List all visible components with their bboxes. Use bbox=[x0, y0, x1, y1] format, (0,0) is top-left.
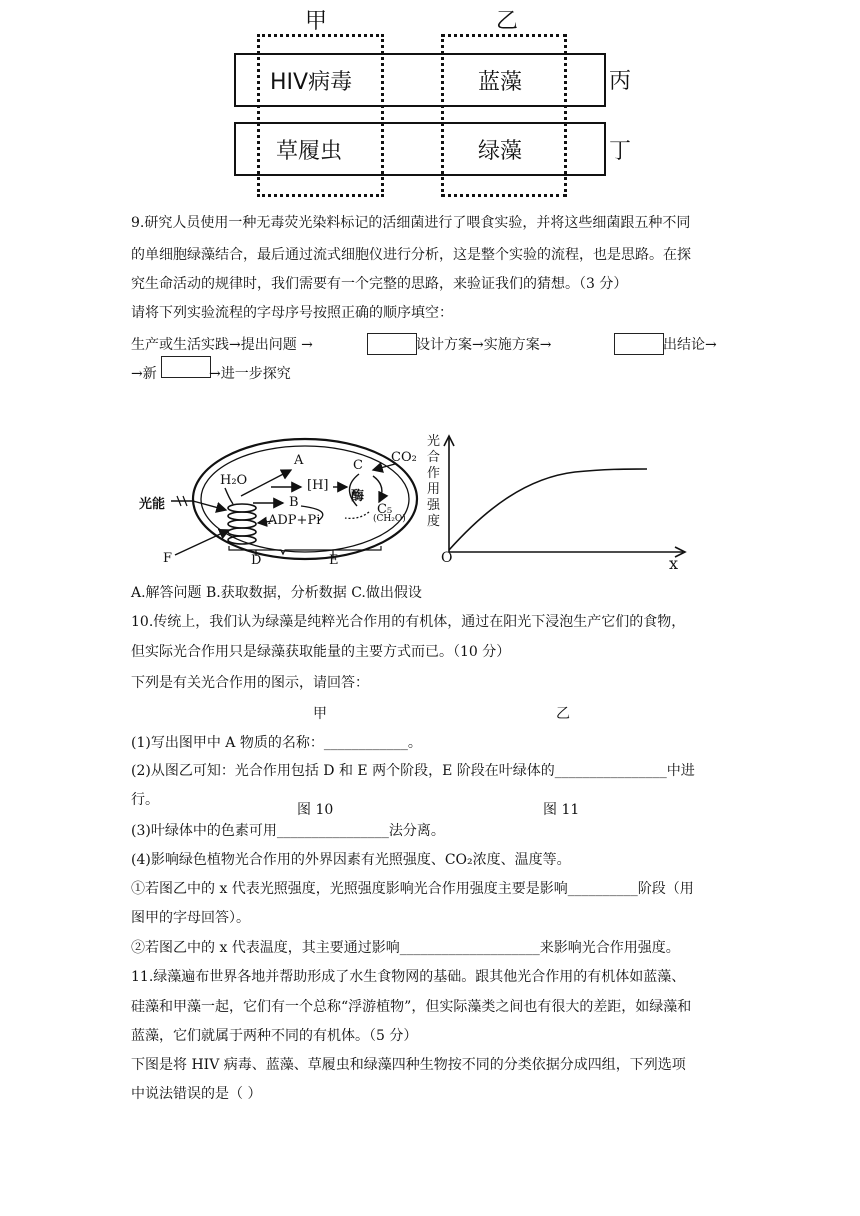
q9-blank-1[interactable] bbox=[367, 333, 417, 355]
q10-sub4a-line1: ①若图乙中的 x 代表光照强度，光照强度影响光合作用强度主要是影响__________阶段（用 bbox=[131, 881, 694, 897]
col-label-jia: 甲 bbox=[305, 9, 328, 34]
q9-flow-part4: →新 bbox=[131, 366, 157, 382]
fig-jia-e-label: E bbox=[329, 553, 339, 568]
q9-flow-part5: →进一步探究 bbox=[209, 366, 291, 382]
q9-line1: 9.研究人员使用一种无毒荧光染料标记的活细菌进行了喂食实验，并将这些细菌跟五种不同 bbox=[131, 215, 691, 231]
q10-sub1: (1)写出图甲中 A 物质的名称：____________。 bbox=[131, 735, 422, 751]
fig-yi-ylabel: 光合作用强度 bbox=[427, 434, 441, 529]
q9-flow-part2: 设计方案→实施方案→ bbox=[416, 337, 552, 353]
q10-label-jia: 甲 bbox=[313, 706, 327, 722]
fig-jia-light-label: 光能 bbox=[139, 497, 166, 512]
fig-yi-origin: O bbox=[441, 550, 453, 566]
q10-sub4: (4)影响绿色植物光合作用的外界因素有光照强度、CO₂浓度、温度等。 bbox=[131, 852, 571, 868]
figure-yi-curve bbox=[425, 430, 690, 575]
q9-line3: 究生命活动的规律时，我们需要有一个完整的思路，来验证我们的猜想。（3 分） bbox=[131, 276, 628, 292]
q11-line1: 11.绿藻遍布世界各地并帮助形成了水生食物网的基础。跟其他光合作用的有机体如蓝藻、 bbox=[131, 969, 686, 985]
q10-sub4b: ②若图乙中的 x 代表温度，其主要通过影响____________________来影响光合作用强度。 bbox=[131, 940, 680, 956]
row-label-ding: 丁 bbox=[609, 139, 632, 164]
q9-line4: 请将下列实验流程的字母序号按照正确的顺序填空： bbox=[131, 305, 453, 321]
q11-line5: 中说法错误的是（ ） bbox=[131, 1086, 262, 1102]
fig-jia-d-label: D bbox=[251, 553, 262, 568]
q10-line1: 10.传统上，我们认为绿藻是纯粹光合作用的有机体，通过在阳光下浸泡生产它们的食物， bbox=[131, 614, 686, 630]
q9-blank-2[interactable] bbox=[614, 333, 664, 355]
q10-sub4a-line2: 图甲的字母回答）。 bbox=[131, 910, 250, 926]
col-label-yi: 乙 bbox=[496, 9, 519, 34]
fig-jia-h2o-label: H₂O bbox=[220, 473, 248, 488]
fig-jia-enzyme-label: 酶 bbox=[351, 489, 365, 504]
fig-jia-f-label: F bbox=[163, 551, 173, 566]
fig-jia-b-label: B bbox=[289, 495, 299, 510]
q10-sub3: (3)叶绿体中的色素可用________________法分离。 bbox=[131, 823, 445, 839]
figure-11-caption: 图 11 bbox=[543, 802, 580, 818]
q11-line4: 下图是将 HIV 病毒、蓝藻、草履虫和绿藻四种生物按不同的分类依据分成四组，下列选项 bbox=[131, 1057, 686, 1073]
q10-line2: 但实际光合作用只是绿藻获取能量的主要方式而已。（10 分） bbox=[131, 644, 511, 660]
q10-label-yi: 乙 bbox=[556, 706, 570, 722]
q10-sub2: (2)从图乙可知：光合作用包括 D 和 E 两个阶段，E 阶段在叶绿体的________________中进 bbox=[131, 763, 695, 779]
fig-jia-adp-label: ADP+Pi bbox=[268, 513, 321, 528]
figure-jia-chloroplast bbox=[133, 430, 433, 580]
fig-jia-c5-label: C₅ bbox=[377, 502, 393, 517]
row-label-bing: 丙 bbox=[609, 69, 632, 94]
fig-jia-a-label: A bbox=[294, 453, 304, 468]
cell-cyanobacteria: 蓝藻 bbox=[478, 70, 523, 95]
fig-jia-ch2o-label: (CH₂O) bbox=[373, 514, 406, 524]
q9-flow-part3: 出结论→ bbox=[663, 337, 717, 353]
q10-line3: 下列是有关光合作用的图示，请回答： bbox=[131, 675, 369, 691]
q9-line2: 的单细胞绿藻结合，最后通过流式细胞仪进行分析，这是整个实验的流程，也是思路。在探 bbox=[131, 247, 691, 263]
q11-line3: 蓝藻，它们就属于两种不同的有机体。（5 分） bbox=[131, 1028, 418, 1044]
cell-green-algae: 绿藻 bbox=[478, 139, 523, 164]
q9-flow-part1: 生产或生活实践→提出问题 → bbox=[131, 337, 313, 353]
q9-options: A.解答问题 B.获取数据，分析数据 C.做出假设 bbox=[131, 585, 422, 601]
fig-yi-xlabel: x bbox=[669, 554, 679, 573]
fig-jia-h-label: [H] bbox=[307, 478, 329, 493]
cell-hiv: HIV病毒 bbox=[270, 70, 353, 95]
q9-blank-3[interactable] bbox=[161, 356, 211, 378]
q10-sub2-cont: 行。 bbox=[131, 792, 159, 808]
cell-paramecium: 草履虫 bbox=[276, 139, 343, 164]
q11-line2: 硅藻和甲藻一起，它们有一个总称“浮游植物”，但实际藻类之间也有很大的差距，如绿藻和 bbox=[131, 999, 692, 1015]
figure-10-caption: 图 10 bbox=[297, 802, 334, 818]
fig-jia-co2-label: CO₂ bbox=[391, 450, 417, 465]
fig-jia-c-label: C bbox=[353, 458, 363, 473]
